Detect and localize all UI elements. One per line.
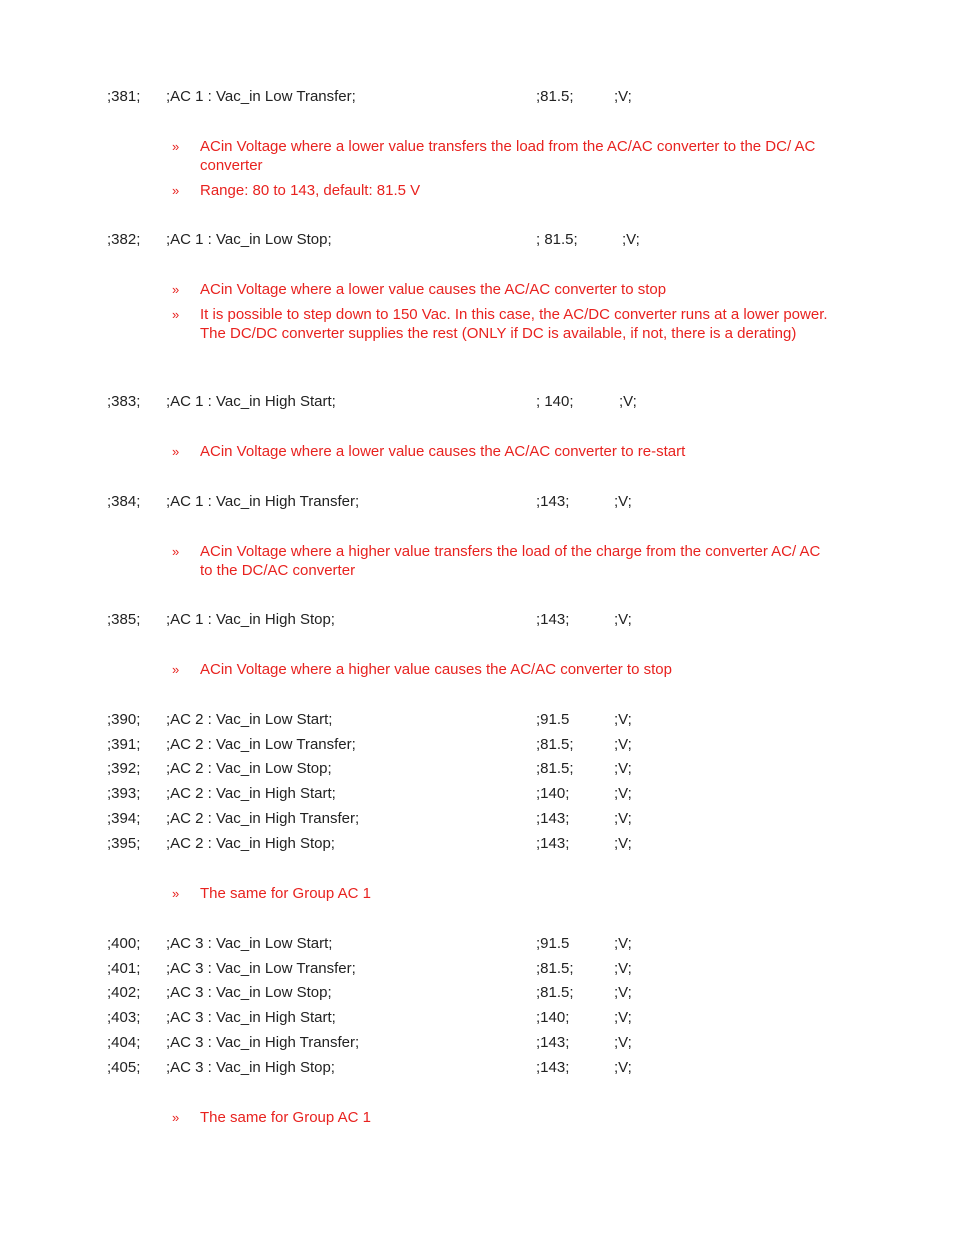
param-name: ;AC 3 : Vac_in Low Stop; (166, 984, 332, 1001)
param-row (0, 87, 954, 107)
bullet-icon: » (172, 139, 180, 154)
param-name: ;AC 2 : Vac_in Low Stop; (166, 760, 332, 777)
param-row (0, 1033, 954, 1053)
param-row (0, 834, 954, 854)
param-value: ;143; (536, 1059, 570, 1076)
param-value: ;143; (536, 611, 570, 628)
param-unit: ;V; (614, 785, 632, 802)
param-unit: ;V; (614, 711, 632, 728)
note-text: It is possible to step down to 150 Vac. In this case, the AC/DC converter runs at a lower power. The DC/DC converter supplies the rest (ONLY if DC is available, if not, there is a derating) (200, 306, 828, 342)
note-text: The same for Group AC 1 (200, 885, 371, 902)
param-row (0, 934, 954, 954)
note-item (172, 280, 832, 299)
note-item (172, 305, 832, 343)
param-row (0, 959, 954, 979)
note-item (172, 660, 832, 679)
param-name: ;AC 1 : Vac_in High Transfer; (166, 493, 360, 510)
param-row (0, 983, 954, 1003)
param-value: ;91.5 (536, 711, 570, 728)
param-id: ;392; (107, 760, 141, 777)
param-row (0, 759, 954, 779)
note-item (172, 181, 832, 200)
bullet-icon: » (172, 886, 180, 901)
param-unit: ;V; (614, 960, 632, 977)
param-name: ;AC 3 : Vac_in Low Start; (166, 935, 333, 952)
param-unit: ;V; (614, 611, 632, 628)
param-unit: ;V; (614, 736, 632, 753)
param-row (0, 710, 954, 730)
param-name: ;AC 1 : Vac_in Low Transfer; (166, 88, 356, 105)
param-id: ;401; (107, 960, 141, 977)
param-row (0, 784, 954, 804)
param-name: ;AC 1 : Vac_in Low Stop; (166, 231, 332, 248)
param-id: ;404; (107, 1034, 141, 1051)
param-row (0, 492, 954, 512)
param-name: ;AC 2 : Vac_in Low Transfer; (166, 736, 356, 753)
param-unit: ;V; (614, 88, 632, 105)
param-id: ;403; (107, 1009, 141, 1026)
param-unit: ;V; (614, 935, 632, 952)
param-id: ;385; (107, 611, 141, 628)
param-value: ;143; (536, 810, 570, 827)
param-name: ;AC 1 : Vac_in High Start; (166, 393, 336, 410)
param-row (0, 735, 954, 755)
param-unit: ;V; (614, 1034, 632, 1051)
param-id: ;395; (107, 835, 141, 852)
bullet-icon: » (172, 444, 180, 459)
bullet-icon: » (172, 662, 180, 677)
param-name: ;AC 3 : Vac_in High Stop; (166, 1059, 335, 1076)
param-unit: ;V; (619, 393, 637, 410)
param-value: ;140; (536, 1009, 570, 1026)
param-unit: ;V; (614, 760, 632, 777)
param-unit: ;V; (614, 493, 632, 510)
note-text: ACin Voltage where a lower value causes the AC/AC converter to re-start (200, 443, 686, 460)
bullet-icon: » (172, 282, 180, 297)
note-text: Range: 80 to 143, default: 81.5 V (200, 182, 421, 199)
param-value: ;143; (536, 493, 570, 510)
bullet-icon: » (172, 1110, 180, 1125)
param-value: ; 81.5; (536, 231, 578, 248)
param-value: ;143; (536, 835, 570, 852)
param-name: ;AC 2 : Vac_in Low Start; (166, 711, 333, 728)
bullet-icon: » (172, 544, 180, 559)
param-unit: ;V; (614, 810, 632, 827)
note-text: ACin Voltage where a higher value causes the AC/AC converter to stop (200, 661, 672, 678)
note-item (172, 137, 832, 175)
param-id: ;394; (107, 810, 141, 827)
note-text: ACin Voltage where a lower value causes the AC/AC converter to stop (200, 281, 667, 298)
note-item (172, 884, 832, 903)
param-id: ;393; (107, 785, 141, 802)
param-row (0, 610, 954, 630)
param-value: ;140; (536, 785, 570, 802)
note-text: ACin Voltage where a higher value transfers the load of the charge from the converter AC/ AC to the DC/AC converter (200, 543, 821, 579)
param-id: ;384; (107, 493, 141, 510)
param-unit: ;V; (614, 984, 632, 1001)
note-item (172, 442, 832, 461)
param-value: ;143; (536, 1034, 570, 1051)
param-name: ;AC 2 : Vac_in High Transfer; (166, 810, 360, 827)
param-value: ;81.5; (536, 960, 574, 977)
param-name: ;AC 2 : Vac_in High Start; (166, 785, 336, 802)
param-id: ;405; (107, 1059, 141, 1076)
note-item (172, 542, 832, 580)
param-unit: ;V; (622, 231, 640, 248)
param-id: ;381; (107, 88, 141, 105)
param-name: ;AC 3 : Vac_in High Transfer; (166, 1034, 360, 1051)
param-row (0, 809, 954, 829)
param-id: ;402; (107, 984, 141, 1001)
param-name: ;AC 3 : Vac_in High Start; (166, 1009, 336, 1026)
param-value: ;81.5; (536, 88, 574, 105)
param-value: ; 140; (536, 393, 574, 410)
param-id: ;390; (107, 711, 141, 728)
bullet-icon: » (172, 307, 180, 322)
bullet-icon: » (172, 183, 180, 198)
param-id: ;382; (107, 231, 141, 248)
param-name: ;AC 2 : Vac_in High Stop; (166, 835, 335, 852)
param-row (0, 392, 954, 412)
param-row (0, 1058, 954, 1078)
param-value: ;81.5; (536, 984, 574, 1001)
param-unit: ;V; (614, 835, 632, 852)
note-text: ACin Voltage where a lower value transfers the load from the AC/AC converter to the DC/ AC converter (200, 138, 816, 174)
param-value: ;81.5; (536, 736, 574, 753)
param-row (0, 230, 954, 250)
param-value: ;91.5 (536, 935, 570, 952)
note-text: The same for Group AC 1 (200, 1109, 371, 1126)
param-id: ;400; (107, 935, 141, 952)
param-name: ;AC 1 : Vac_in High Stop; (166, 611, 335, 628)
param-value: ;81.5; (536, 760, 574, 777)
param-row (0, 1008, 954, 1028)
param-unit: ;V; (614, 1059, 632, 1076)
param-name: ;AC 3 : Vac_in Low Transfer; (166, 960, 356, 977)
param-id: ;383; (107, 393, 141, 410)
note-item (172, 1108, 832, 1127)
param-id: ;391; (107, 736, 141, 753)
param-unit: ;V; (614, 1009, 632, 1026)
